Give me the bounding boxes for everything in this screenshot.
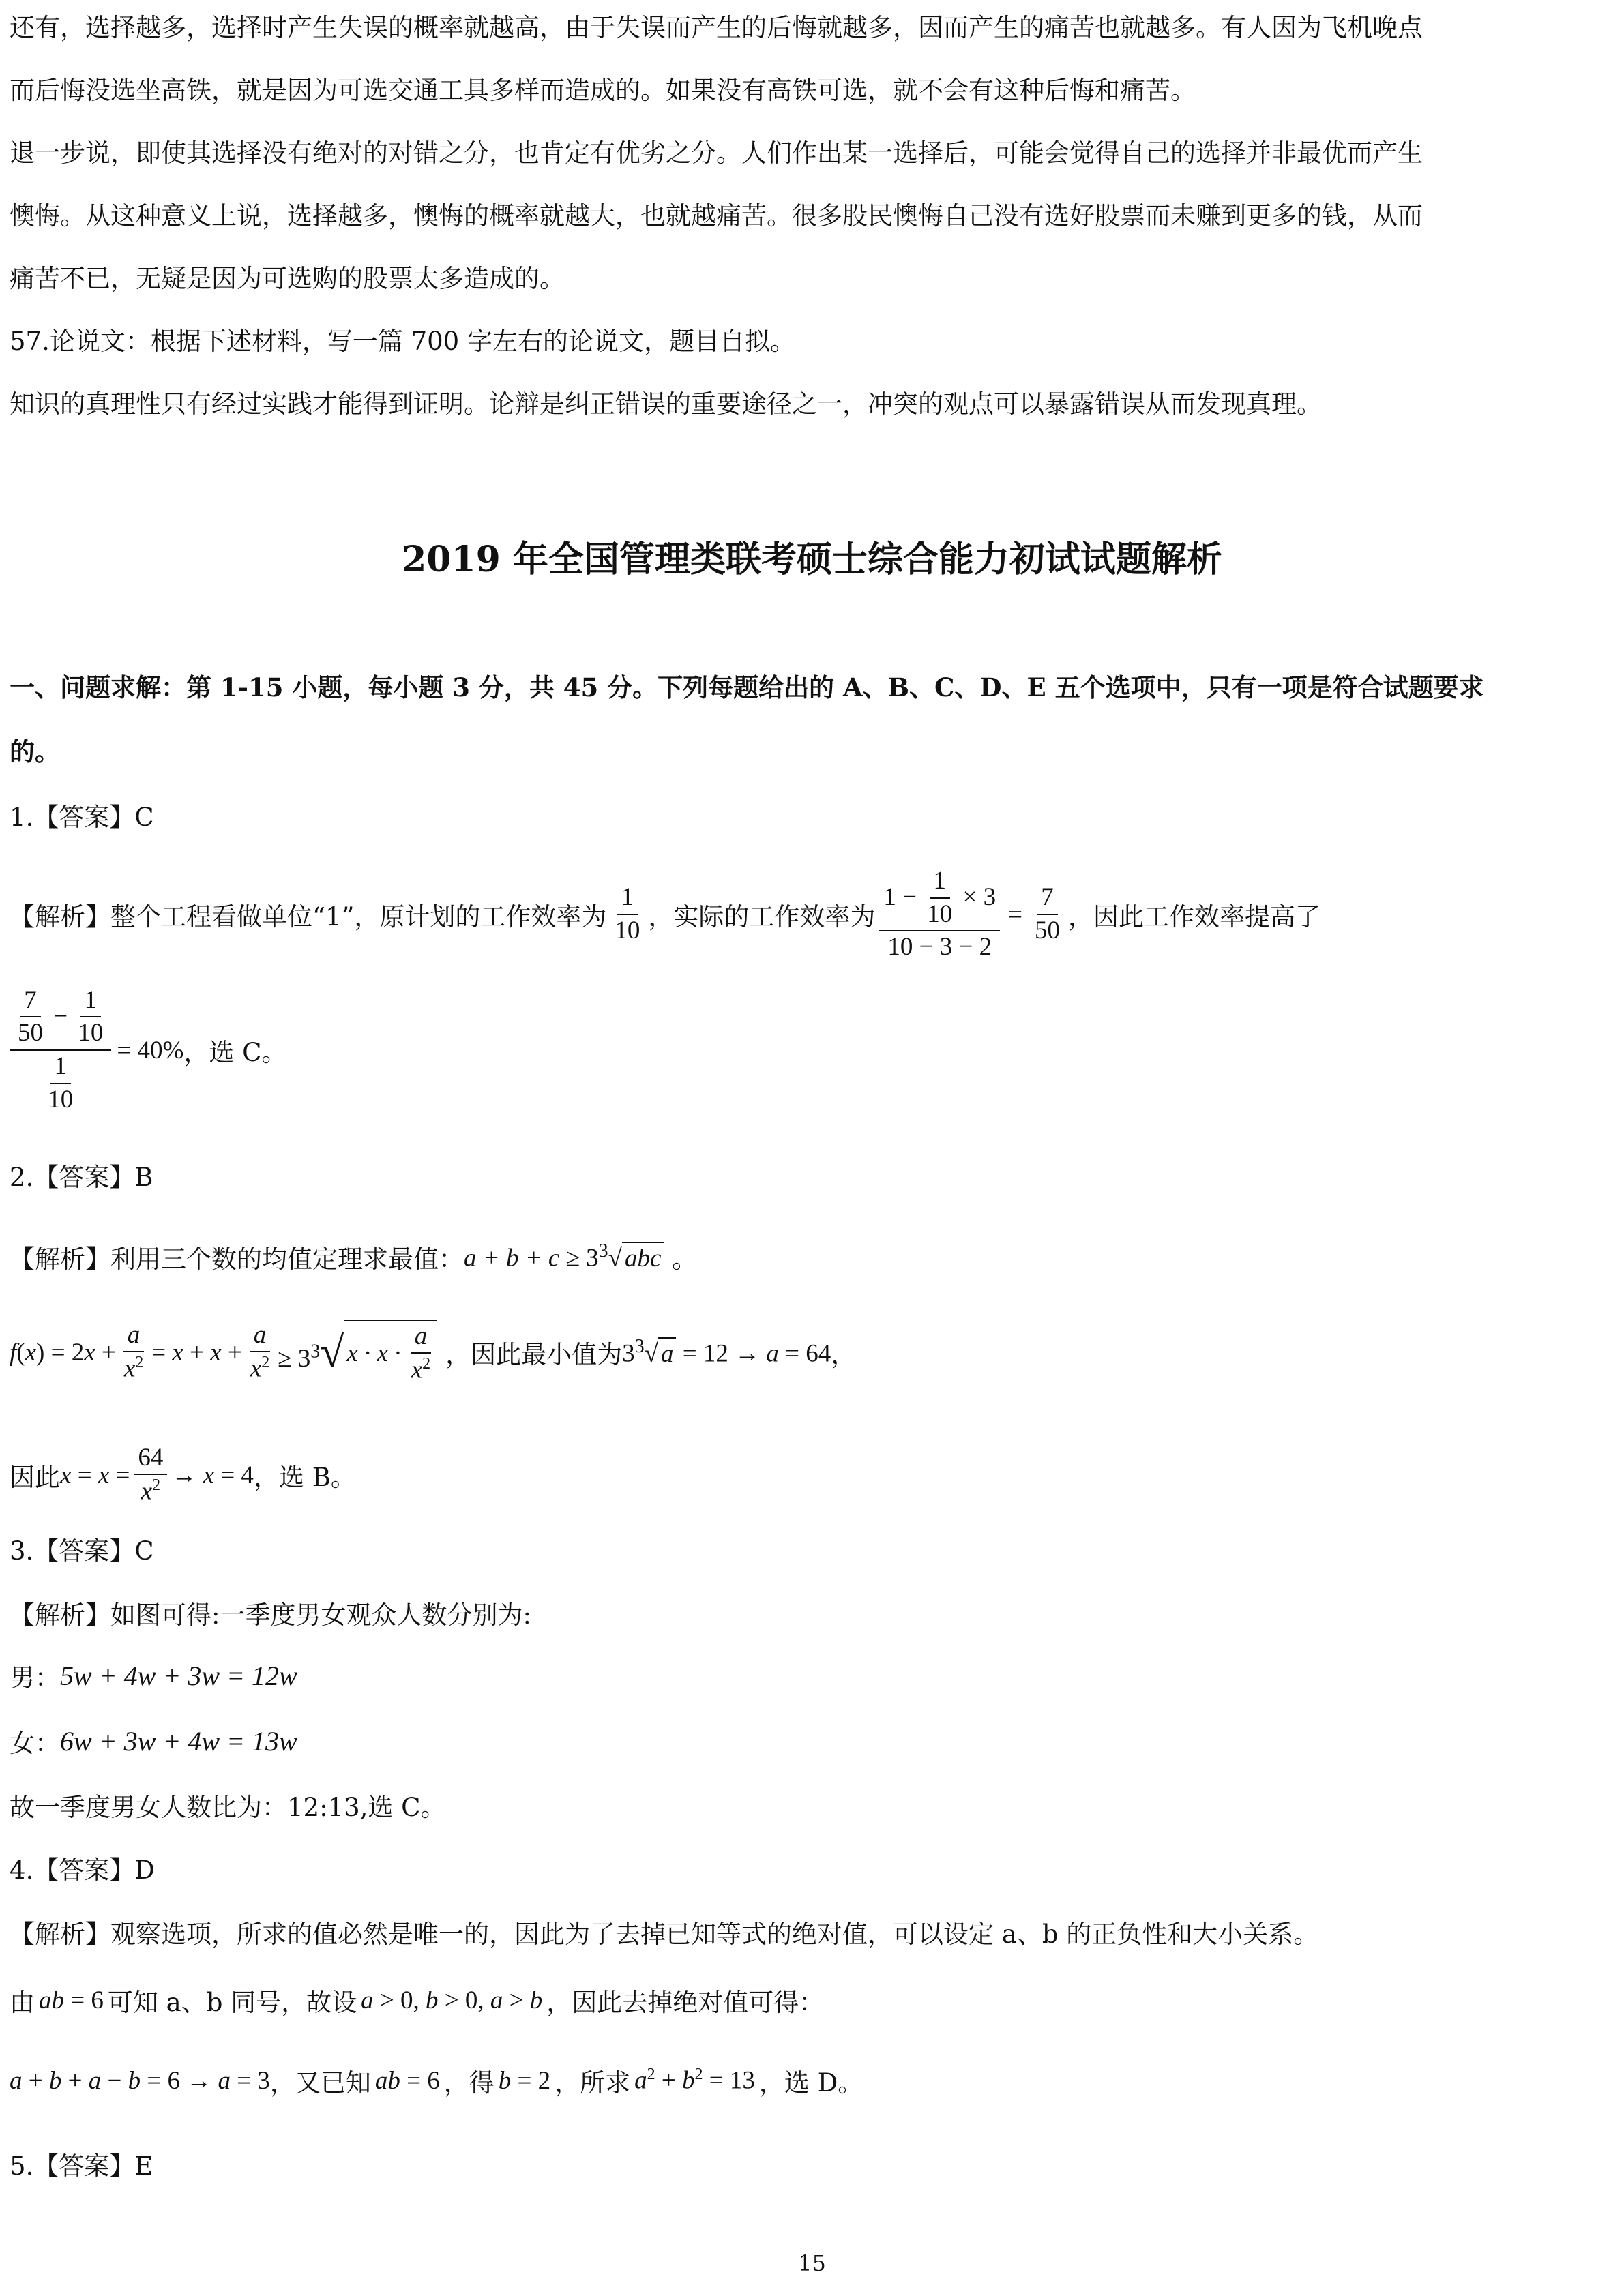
q1-bd-den: 10: [48, 1085, 74, 1114]
q1-bn-b-den: 10: [78, 1019, 104, 1047]
q1-three: 3: [983, 883, 996, 912]
q1-explanation-text-b: ，实际的工作效率为: [648, 902, 876, 931]
q2-explanation-line-3: [10, 1437, 356, 1512]
q2-explanation-text: 【解析】利用三个数的均值定理求最值：: [10, 1244, 464, 1274]
q2-radicand: x · x · $\frac{a}{x^2}$: [344, 1320, 437, 1385]
question-57-material: 知识的真理性只有经过实践才能得到证明。论辩是纠正错误的重要途径之一，冲突的观点可以暴露错误从而发现真理。: [10, 389, 1322, 419]
q1-big-num-frac-a: [14, 986, 47, 1048]
q1-choose: ，选 C。: [183, 1038, 287, 1067]
q1-explanation-line-1: [10, 863, 1320, 966]
q3-male-line: [10, 1657, 297, 1694]
q1-big-frac-den: [40, 1051, 81, 1114]
q1-inner-den: 10: [927, 899, 953, 928]
intro-line-5: 痛苦不已，无疑是因为可选购的股票太多造成的。: [10, 264, 565, 293]
q4-explanation: 【解析】观察选项，所求的值必然是唯一的，因此为了去掉已知等式的绝对值，可以设定 a、b 的正负性和大小关系。: [10, 1920, 1319, 1949]
q2-explanation-line-1: [10, 1238, 697, 1275]
q1-big-num-frac-b: [74, 986, 107, 1048]
q1-one: 1: [883, 883, 896, 912]
q4-b-value: b = 2: [498, 2066, 551, 2095]
question-57: 57.论说文：根据下述材料，写一篇 700 字左右的论说文，题目自拟。: [10, 327, 795, 356]
q1-frac-result: [1031, 883, 1064, 945]
page-title: 2019 年全国管理类联考硕士综合能力初试试题解析: [402, 539, 1222, 580]
q1-explanation-text-a: 【解析】整个工程看做单位“1”，原计划的工作效率为: [10, 902, 607, 931]
q1-answer: 1.【答案】C: [10, 803, 154, 832]
q3-explanation: 【解析】如图可得:一季度男女观众人数分别为:: [10, 1600, 531, 1630]
intro-line-3: 退一步说，即使其选择没有绝对的对错之分，也肯定有优劣之分。人们作出某一选择后，可能会觉得自己的选择并非最优而产生: [10, 138, 1423, 168]
q1-bn-b-num: 1: [80, 986, 102, 1018]
q3-female-line: [10, 1723, 297, 1759]
q1-frac-actual-num: 1 − $\frac{1}{10}$ × 3: [879, 867, 1000, 931]
q1-frac-den: 10: [615, 916, 640, 944]
q4-text-d: ，又已知: [269, 2068, 371, 2098]
q1-frac-actual: [879, 867, 1000, 962]
q3-male-label: 男：: [10, 1663, 60, 1693]
q1-result: = 40%: [117, 1036, 184, 1064]
q2-function: f(x) = 2x +: [10, 1338, 116, 1367]
q3-answer: 3.【答案】C: [10, 1536, 154, 1566]
q1-frac-actual-den: 10 − 3 − 2: [887, 933, 992, 961]
q2-explanation-line-2: [10, 1308, 856, 1397]
page-number: 15: [798, 2250, 826, 2276]
q2-comma: ，: [831, 1340, 857, 1369]
q1-big-den-frac: [44, 1052, 77, 1114]
q4-text-e: ，得: [443, 2068, 494, 2098]
q2-expansion: = x + x +: [151, 1338, 242, 1367]
q1-explanation-line-2: [10, 982, 286, 1118]
q3-female-label: 女：: [10, 1729, 60, 1758]
q2-solve: x = x =: [60, 1461, 130, 1489]
q4-explanation-line-3: [10, 2062, 863, 2099]
intro-line-4: 懊悔。从这种意义上说，选择越多，懊悔的概率就越大，也就越痛苦。很多股民懊悔自己没有选好股票而未赚到更多的钱，从而: [10, 201, 1423, 230]
q4-explanation-line-2: [10, 1982, 824, 2018]
q4-ab-eq-2: ab = 6: [374, 2066, 440, 2095]
q3-female-expression: 6w + 3w + 4w = 13w: [60, 1725, 297, 1757]
q1-big-frac-num: $\frac{7}{50}$ − $\frac{1}{10}$: [10, 986, 111, 1051]
q4-ab-eq: ab = 6: [39, 1986, 104, 2014]
q1-frac-result-den: 50: [1035, 916, 1060, 944]
q2-frac-64: $\frac{64}{x^2}$: [134, 1444, 167, 1506]
intro-line-2: 而后悔没选坐高铁，就是因为可选交通工具多样而造成的。如果没有高铁可选，就不会有这种后悔和痛苦。: [10, 76, 1196, 105]
intro-line-1: 还有，选择越多，选择时产生失误的概率就越高，由于失误而产生的后悔就越多，因而产生的痛苦也就越多。有人因为飞机晚点: [10, 13, 1423, 42]
q2-answer: 2.【答案】B: [10, 1163, 153, 1192]
q4-equation: a + b + a − b = 6 → a = 3: [10, 2066, 270, 2095]
section-header-line-2: 的。: [10, 736, 60, 766]
q2-explanation-text-2: ，因此最小值为: [445, 1340, 623, 1369]
q1-frac-result-num: 7: [1037, 883, 1058, 915]
q4-text-a: 由: [10, 1988, 35, 2017]
q1-inner-num: 1: [930, 867, 951, 899]
q4-text-f: ，所求: [555, 2068, 631, 2098]
q1-equals: =: [1008, 900, 1022, 929]
q1-inner-frac: [923, 867, 956, 929]
q2-period: 。: [664, 1244, 698, 1274]
q4-text-g: ，选 D。: [758, 2068, 863, 2098]
q2-solution: → x = 4: [171, 1461, 254, 1489]
q4-result: $a^2 + b^2 = 13$: [634, 2066, 755, 2095]
q1-frac-planned: [610, 883, 644, 945]
q1-bn-a-num: 7: [20, 986, 41, 1018]
q1-bn-a-den: 50: [18, 1019, 43, 1047]
q2-frac-64-num: 64: [134, 1444, 167, 1476]
q1-bd-num: 1: [50, 1052, 71, 1084]
q3-male-expression: 5w + 4w + 3w = 12w: [60, 1660, 297, 1691]
q5-answer: 5.【答案】E: [10, 2151, 153, 2181]
q3-conclusion: 故一季度男女人数比为：12:13,选 C。: [10, 1793, 446, 1822]
q4-text-b: 可知 a、b 同号，故设: [107, 1988, 357, 2017]
q1-frac-num: 1: [617, 883, 638, 915]
q4-answer: 4.【答案】D: [10, 1855, 155, 1885]
q2-amgm-formula: $a + b + c \ge 3^3√$ abc: [464, 1240, 664, 1272]
q4-assumption: a > 0, b > 0, a > b: [361, 1986, 543, 2014]
q2-choose: ，选 B。: [253, 1463, 356, 1492]
q2-frac-b: $\frac{a}{x^2}$: [250, 1320, 270, 1383]
q2-inequality: ≥ $3^3√$: [278, 1328, 344, 1376]
q1-big-frac: [10, 986, 111, 1114]
q2-frac-a: $\frac{a}{x^2}$: [123, 1320, 144, 1383]
q2-min-value: $3^3√$ a = 12 → a = 64: [622, 1336, 831, 1368]
q4-text-c: ，因此去掉绝对值可得：: [546, 1988, 825, 2017]
q1-explanation-text-c: ，因此工作效率提高了: [1068, 902, 1320, 931]
q2-therefore: 因此: [10, 1463, 60, 1492]
section-header-line-1: 一、问题求解：第 1-15 小题，每小题 3 分，共 45 分。下列每题给出的 A、B、C、D、E 五个选项中，只有一项是符合试题要求: [10, 672, 1484, 702]
